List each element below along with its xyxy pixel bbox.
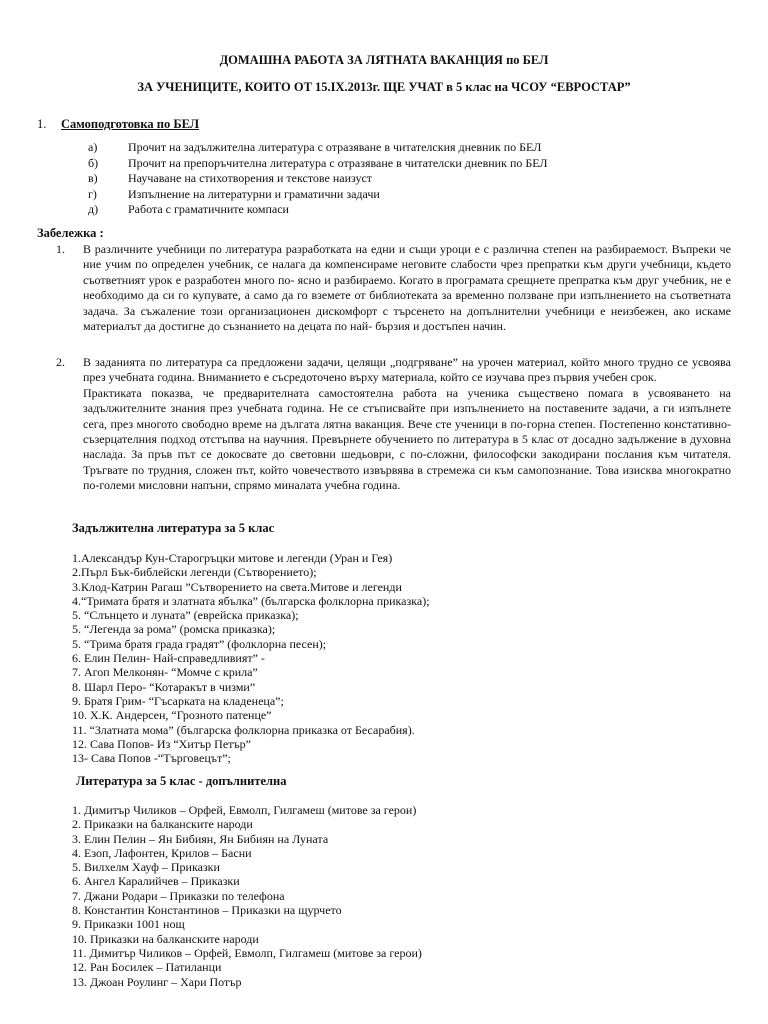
task-letter: б) [88, 155, 99, 170]
list-item: 3. Елин Пелин – Ян Бибиян, Ян Бибиян на Луната [72, 831, 329, 846]
note-point-number: 1. [56, 242, 65, 256]
task-text: Изпълнение на литературни и граматични задачи [128, 186, 380, 201]
list-item: 5. “Легенда за рома” (ромска приказка); [72, 622, 276, 637]
list-item: 13- Сава Попов -“Търговецът”; [72, 751, 231, 766]
list-item: 12. Сава Попов- Из “Хитър Петър” [72, 736, 251, 751]
section-number: 1. [37, 117, 47, 131]
task-text: Прочит на задължителна литература с отразяване в читателския дневник по БЕЛ [128, 140, 542, 154]
task-text: Прочит на препоръчителна литература с отразяване в читателски дневник по БЕЛ [128, 155, 548, 170]
list-item: 6. Елин Пелин- Най-справедливият” - [72, 651, 265, 666]
task-letter: а) [88, 140, 98, 154]
paragraph: Практиката показва, че предварителната самостоятелна работа на ученика съществено помага в усвояването на задължителните знания през учебната година. Не се стъписвайте при изпълнението на поставените задачи, а ги изпълнете сега, през многото свободно време на дългата лятна ваканция. Вече сте ученици в по-горна степен. Постепенно констативно-съзерцателния подход отстъпва на научния. Превърнете обучението по литература в 5 клас от досадно задължение в духовна наслада. За пръв път се докосвате до световни шедьоври, с по-сложни, философски закодирани послания към читателя. Тръгвате по трудния, сложен път, който човечеството извървява в стремежа си към самопознание. Това изисква многократно по-големи мисловни напъни, спрямо миналата учебна година. [83, 385, 731, 493]
section-heading [37, 117, 199, 132]
task-text: Научаване на стихотворения и текстове наизуст [128, 171, 373, 185]
task-item [88, 187, 548, 203]
list-item: 3.Клод-Катрин Рагаш ”Сътворението на света.Митове и легенди [72, 579, 402, 594]
task-letter: г) [88, 186, 97, 201]
list-item: 8. Константин Константинов – Приказки на щурчето [72, 903, 342, 918]
list-item: 1. Димитър Чиликов – Орфей, Евмолп, Гилгамеш (митове за герои) [72, 803, 417, 817]
list-item: 9. Приказки 1001 нощ [72, 917, 185, 932]
additional-literature-heading: Литература за 5 клас - допълнителна [76, 774, 287, 788]
additional-literature-list [72, 803, 422, 989]
list-item: 10. Приказки на балканските народи [72, 931, 259, 946]
note-point-text [83, 355, 731, 494]
list-item: 5. “Слънцето и луната” (еврейска приказка); [72, 608, 299, 623]
list-item: 10. Х.К. Андерсен, “Грозното патенце” [72, 708, 272, 723]
section-title: Самоподготовка по БЕЛ [61, 117, 200, 131]
task-letter: д) [88, 202, 99, 216]
note-point-2 [56, 355, 731, 494]
list-item: 1.Александър Кун-Старогръцки митове и легенди (Уран и Гея) [72, 551, 393, 565]
list-item: 12. Ран Босилек – Патиланци [72, 960, 222, 975]
task-item [88, 156, 548, 172]
task-list [88, 140, 548, 218]
list-item: 7. Агоп Мелконян- “Момче с крила” [72, 665, 258, 680]
task-item [88, 140, 548, 156]
list-item: 11. Димитър Чиликов – Орфей, Евмолп, Гилгамеш (митове за герои) [72, 945, 422, 960]
document-subtitle: ЗА УЧЕНИЦИТЕ, КОИТО ОТ 15.IX.2013г. ЩЕ УЧАТ в 5 клас на ЧСОУ “ЕВРОСТАР” [137, 80, 631, 94]
list-item: 4. Езоп, Лафонтен, Крилов – Басни [72, 845, 252, 860]
list-item: 7. Джани Родари – Приказки по телефона [72, 888, 285, 903]
note-label: Забележка : [37, 226, 104, 240]
mandatory-literature-heading: Задължителна литература за 5 клас [72, 521, 275, 535]
list-item: 13. Джоан Роулинг – Хари Потър [72, 974, 242, 989]
list-item: 4.“Тримата братя и златната ябълка” (българска фолклорна приказка); [72, 593, 430, 608]
task-text: Работа с граматичните компаси [128, 202, 289, 216]
list-item: 6. Ангел Каралийчев – Приказки [72, 874, 240, 889]
paragraph: В различните учебници по литература разработката на едни и същи уроци е с различна степен на разбираемост. Въпреки че ние учим по определен учебник, се налага да компенсираме неговите слабости чрез препратки към други учебници, където съответният урок е разработен много по- ясно и разбираемо. Когато в програмата срещнете препратка към друг учебник, не е необходимо да си го купувате, а само да го вземете от библиотеката за временно ползване при изпълнението на съответната задача. За съжаление този организационен дискомфорт с търсенето на допълнителни учебници е неизбежен, ако искаме материалът да достигне до съзнанието на децата по най- бързия и достъпен начин. [83, 242, 731, 334]
paragraph: В заданията по литература са предложени задачи, целящи „подгряване” на урочен материал, който много трудно се усвоява през учебната година. Вниманието е съсредоточено върху материала, който се изучава през първия учебен срок. [83, 355, 731, 385]
list-item: 2. Приказки на балканските народи [72, 817, 253, 832]
note-point-1 [56, 242, 731, 334]
list-item: 11. “Златната мома” (българска фолклорна приказка от Бесарабия). [72, 722, 415, 737]
task-item [88, 202, 548, 218]
note-point-number: 2. [56, 355, 65, 369]
mandatory-literature-list [72, 551, 430, 765]
document-title: ДОМАШНА РАБОТА ЗА ЛЯТНАТА ВАКАНЦИЯ по БЕЛ [219, 53, 549, 67]
list-item: 2.Пърл Бък-библейски легенди (Сътворението); [72, 565, 317, 580]
list-item: 8. Шарл Перо- “Котаракът в чизми” [72, 679, 256, 694]
task-item [88, 171, 548, 187]
list-item: 5. “Трима братя града градят” (фолклорна песен); [72, 636, 327, 651]
list-item: 5. Вилхелм Хауф – Приказки [72, 860, 220, 875]
note-point-text [83, 242, 731, 334]
task-letter: в) [88, 171, 98, 185]
list-item: 9. Братя Грим- “Гъсарката на кладенеца”; [72, 693, 284, 708]
